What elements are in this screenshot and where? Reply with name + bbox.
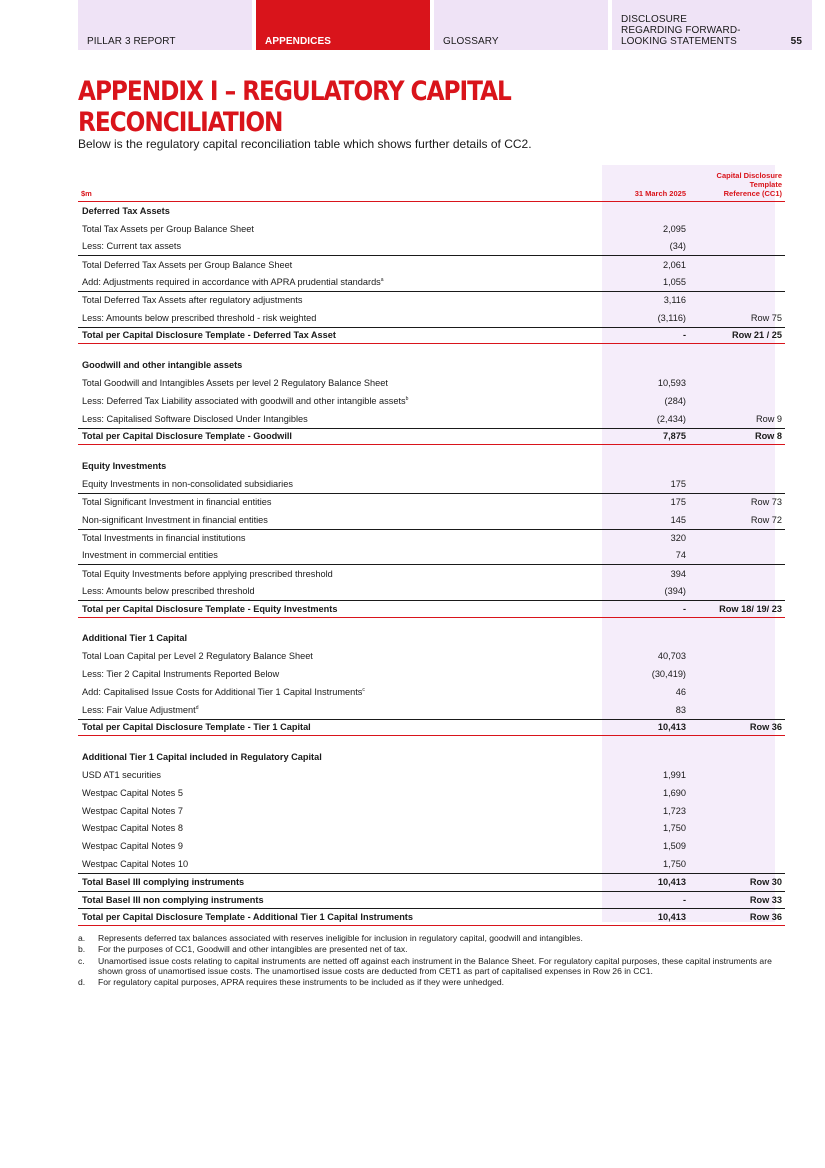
table-row bbox=[78, 546, 785, 564]
footnote-text: For the purposes of CC1, Goodwill and other intangibles are presented net of tax. bbox=[98, 944, 408, 955]
row-label bbox=[82, 224, 254, 234]
table-row bbox=[78, 255, 785, 273]
row-value: 10,413 bbox=[657, 877, 686, 888]
row-value: (2,434) bbox=[656, 413, 686, 424]
table-row bbox=[78, 891, 785, 909]
row-label-text: Less: Amounts below prescribed threshold bbox=[82, 585, 255, 596]
table-row bbox=[78, 564, 785, 582]
row-label-text: Equity Investments in non-consolidated subsidiaries bbox=[82, 479, 293, 490]
tab-forward-looking-statements[interactable] bbox=[612, 0, 812, 50]
row-label bbox=[82, 479, 293, 489]
row-value: - bbox=[682, 603, 686, 614]
row-label bbox=[82, 260, 292, 270]
table-row bbox=[78, 683, 785, 701]
row-value: (284) bbox=[664, 395, 686, 406]
row-label bbox=[82, 277, 384, 287]
row-label-text: Total per Capital Disclosure Template - Equity Investments bbox=[82, 603, 338, 614]
row-reference: Row 36 bbox=[749, 722, 782, 733]
row-label bbox=[82, 912, 413, 922]
row-label-text: Less: Tier 2 Capital Instruments Reported Below bbox=[82, 669, 280, 680]
section-heading bbox=[78, 457, 785, 475]
row-reference: Row 8 bbox=[754, 431, 782, 442]
footnote-letter: c. bbox=[78, 955, 85, 966]
row-label bbox=[82, 687, 365, 697]
reconciliation-table bbox=[78, 165, 785, 926]
row-value: 40,703 bbox=[657, 651, 686, 662]
row-label-text: Non-significant Investment in financial entities bbox=[82, 514, 268, 525]
footnote bbox=[78, 977, 788, 987]
section-heading bbox=[78, 748, 785, 766]
table-row bbox=[78, 238, 785, 256]
table-row bbox=[78, 273, 785, 291]
row-value: 10,413 bbox=[657, 912, 686, 923]
row-label bbox=[82, 722, 311, 732]
table-row bbox=[78, 529, 785, 547]
page-number: 55 bbox=[790, 36, 802, 47]
row-label-text: Total per Capital Disclosure Template - Tier 1 Capital bbox=[82, 722, 311, 733]
table-row bbox=[78, 475, 785, 493]
row-label-text: Westpac Capital Notes 8 bbox=[82, 823, 183, 834]
table-row bbox=[78, 309, 785, 327]
section-title: Goodwill and other intangible assets bbox=[82, 360, 243, 371]
row-label bbox=[82, 669, 279, 679]
footnote-marker: a bbox=[380, 277, 384, 284]
row-label-text: Less: Fair Value Adjustment bbox=[82, 704, 196, 715]
row-label-text: Total Loan Capital per Level 2 Regulatory Balance Sheet bbox=[82, 651, 313, 662]
row-label-text: Total per Capital Disclosure Template - Goodwill bbox=[82, 431, 292, 442]
tab-label: APPENDICES bbox=[265, 36, 332, 47]
tab-appendices[interactable] bbox=[256, 0, 430, 50]
row-reference: Row 73 bbox=[750, 497, 782, 508]
row-label-text: Total per Capital Disclosure Template - Deferred Tax Asset bbox=[82, 330, 336, 341]
section-title: Equity Investments bbox=[82, 461, 167, 472]
table-row bbox=[78, 802, 785, 820]
row-reference: Row 30 bbox=[749, 877, 782, 888]
table-row bbox=[78, 374, 785, 392]
row-label-text: Westpac Capital Notes 9 bbox=[82, 841, 183, 852]
reference-header: Capital Disclosure Template Reference (CC1) bbox=[716, 171, 782, 198]
row-label-text: Total Basel III complying instruments bbox=[82, 877, 245, 888]
row-label-text: Add: Adjustments required in accordance with APRA prudential standards bbox=[82, 277, 381, 288]
row-reference: Row 36 bbox=[749, 912, 782, 923]
table-row bbox=[78, 837, 785, 855]
row-label bbox=[82, 550, 218, 560]
table-row bbox=[78, 820, 785, 838]
row-value: - bbox=[682, 330, 686, 341]
row-label-text: Less: Capitalised Software Disclosed Under Intangibles bbox=[82, 413, 308, 424]
table-row bbox=[78, 493, 785, 511]
table-row bbox=[78, 784, 785, 802]
table-row bbox=[78, 647, 785, 665]
row-label-text: Total Goodwill and Intangibles Assets per level 2 Regulatory Balance Sheet bbox=[82, 378, 388, 389]
row-label-text: Less: Amounts below prescribed threshold - risk weighted bbox=[82, 312, 317, 323]
row-label bbox=[82, 295, 302, 305]
footnote-letter: a. bbox=[78, 933, 86, 943]
table-row bbox=[78, 392, 785, 410]
row-value: 3,116 bbox=[663, 295, 686, 306]
row-value: 394 bbox=[670, 568, 686, 579]
intro-text: Below is the regulatory capital reconciliation table which shows further details of CC2. bbox=[78, 137, 532, 151]
row-label-text: Total Tax Assets per Group Balance Sheet bbox=[82, 223, 254, 234]
section-title: Additional Tier 1 Capital bbox=[82, 633, 187, 644]
footnote-text: For regulatory capital purposes, APRA requires these instruments to be included as if they were unhedged. bbox=[98, 977, 505, 988]
row-reference: Row 75 bbox=[750, 312, 782, 323]
row-label bbox=[82, 806, 183, 816]
row-label-text: Total Deferred Tax Assets after regulatory adjustments bbox=[82, 295, 303, 306]
row-label bbox=[82, 841, 183, 851]
row-label-text: Investment in commercial entities bbox=[82, 550, 218, 561]
row-label bbox=[82, 414, 308, 424]
row-label bbox=[82, 788, 183, 798]
row-label-text: Westpac Capital Notes 5 bbox=[82, 787, 183, 798]
footnote-letter: b. bbox=[78, 944, 86, 955]
row-reference: Row 33 bbox=[749, 895, 782, 906]
row-label bbox=[82, 313, 316, 323]
row-label bbox=[82, 378, 388, 388]
row-label-text: Total Equity Investments before applying prescribed threshold bbox=[82, 568, 333, 579]
table-header bbox=[78, 165, 785, 202]
row-value: - bbox=[682, 895, 686, 906]
row-value: 2,095 bbox=[663, 223, 686, 234]
row-label-text: Westpac Capital Notes 7 bbox=[82, 805, 183, 816]
table-row bbox=[78, 766, 785, 784]
row-value: 1,750 bbox=[663, 858, 686, 869]
top-navigation bbox=[78, 0, 812, 50]
table-total-row bbox=[78, 719, 785, 737]
tab-label: GLOSSARY bbox=[443, 36, 499, 47]
row-label-text: Total Deferred Tax Assets per Group Balance Sheet bbox=[82, 259, 293, 270]
row-value: 320 bbox=[670, 532, 686, 543]
table-body bbox=[78, 202, 785, 926]
tab-pillar-3-report[interactable] bbox=[78, 0, 252, 50]
row-value: 1,055 bbox=[663, 277, 686, 288]
row-label bbox=[82, 515, 268, 525]
table-row bbox=[78, 220, 785, 238]
section-heading bbox=[78, 202, 785, 220]
row-value: 1,509 bbox=[663, 841, 686, 852]
row-value: 2,061 bbox=[663, 259, 686, 270]
row-label bbox=[82, 497, 271, 507]
row-value: 83 bbox=[675, 704, 686, 715]
footnote-text: Unamortised issue costs relating to capital instruments are netted off against each instrument in the Balance Sheet. For regulatory capital purposes, these capital instruments are shown gross of unamortised issue costs. The unamortised issue costs are deducted from CET1 as part of capitalised expenses in Row 26 in CC1. bbox=[98, 955, 772, 976]
row-value: 175 bbox=[670, 479, 686, 490]
table-row bbox=[78, 701, 785, 719]
row-label bbox=[82, 651, 313, 661]
row-label bbox=[82, 895, 264, 905]
row-value: 1,750 bbox=[663, 823, 686, 834]
footnote bbox=[78, 956, 788, 977]
row-label bbox=[82, 705, 199, 715]
row-label bbox=[82, 859, 188, 869]
page-title: APPENDIX I – REGULATORY CAPITAL RECONCILIATION bbox=[78, 76, 511, 138]
row-value: 46 bbox=[675, 686, 686, 697]
row-label-text: Total Significant Investment in financial entities bbox=[82, 497, 272, 508]
tab-glossary[interactable] bbox=[434, 0, 608, 50]
row-label-text: Total per Capital Disclosure Template - Additional Tier 1 Capital Instruments bbox=[82, 912, 413, 923]
row-label-text: Add: Capitalised Issue Costs for Additional Tier 1 Capital Instruments bbox=[82, 686, 363, 697]
row-label bbox=[82, 823, 183, 833]
footnote-text: Represents deferred tax balances associated with reserves ineligible for inclusion in regulatory capital, goodwill and intangibles. bbox=[98, 933, 583, 943]
row-value: 1,723 bbox=[663, 805, 686, 816]
footnote-letter: d. bbox=[78, 977, 86, 988]
row-label bbox=[82, 770, 161, 780]
row-label-text: Westpac Capital Notes 10 bbox=[82, 858, 189, 869]
footnote bbox=[78, 944, 788, 954]
row-value: 74 bbox=[675, 550, 686, 561]
row-value: 175 bbox=[670, 497, 686, 508]
row-value: (30,419) bbox=[651, 669, 686, 680]
row-label bbox=[82, 533, 245, 543]
table-row bbox=[78, 511, 785, 529]
footnote-marker: b bbox=[405, 395, 409, 402]
table-row bbox=[78, 291, 785, 309]
table-total-row bbox=[78, 908, 785, 926]
row-label-text: Less: Current tax assets bbox=[82, 241, 182, 252]
row-value: (34) bbox=[669, 241, 686, 252]
row-label bbox=[82, 396, 408, 406]
footnote-marker: d bbox=[195, 704, 199, 711]
row-label bbox=[82, 604, 337, 614]
footnote-marker: c bbox=[362, 686, 365, 693]
row-label-text: USD AT1 securities bbox=[82, 770, 161, 780]
table-total-row bbox=[78, 600, 785, 618]
section-title: Additional Tier 1 Capital included in Regulatory Capital bbox=[82, 752, 322, 763]
row-value: 1,690 bbox=[663, 787, 686, 798]
row-label bbox=[82, 330, 336, 340]
row-value: 10,413 bbox=[657, 722, 686, 733]
table-total-row bbox=[78, 428, 785, 446]
table-row bbox=[78, 855, 785, 873]
row-label bbox=[82, 241, 181, 251]
row-label bbox=[82, 431, 292, 441]
tab-label: PILLAR 3 REPORT bbox=[87, 36, 176, 47]
table-row bbox=[78, 665, 785, 683]
row-value: 7,875 bbox=[663, 431, 686, 442]
row-reference: Row 18/ 19/ 23 bbox=[719, 603, 782, 614]
row-label bbox=[82, 586, 255, 596]
row-label bbox=[82, 569, 333, 579]
row-value: (394) bbox=[664, 585, 686, 596]
table-row bbox=[78, 410, 785, 428]
footnote bbox=[78, 933, 788, 943]
date-header: 31 March 2025 bbox=[634, 189, 686, 198]
row-label-text: Total Investments in financial institutions bbox=[82, 532, 246, 543]
row-reference: Row 9 bbox=[755, 413, 782, 424]
row-value: 1,991 bbox=[663, 770, 686, 780]
section-heading bbox=[78, 630, 785, 648]
row-label bbox=[82, 877, 244, 887]
unit-header: $m bbox=[81, 189, 92, 198]
tab-label: DISCLOSURE REGARDING FORWARD- LOOKING STATEMENTS bbox=[621, 14, 741, 47]
row-label-text: Less: Deferred Tax Liability associated with goodwill and other intangible assets bbox=[82, 395, 406, 406]
row-value: 10,593 bbox=[657, 378, 686, 389]
row-reference: Row 72 bbox=[750, 514, 782, 525]
row-value: (3,116) bbox=[657, 312, 686, 323]
table-total-row bbox=[78, 327, 785, 345]
row-value: 145 bbox=[670, 514, 686, 525]
section-title: Deferred Tax Assets bbox=[82, 205, 170, 216]
section-heading bbox=[78, 356, 785, 374]
table-row bbox=[78, 582, 785, 600]
table-row bbox=[78, 873, 785, 891]
row-label-text: Total Basel III non complying instruments bbox=[82, 895, 264, 906]
footnotes bbox=[78, 933, 788, 988]
row-reference: Row 21 / 25 bbox=[731, 330, 782, 341]
